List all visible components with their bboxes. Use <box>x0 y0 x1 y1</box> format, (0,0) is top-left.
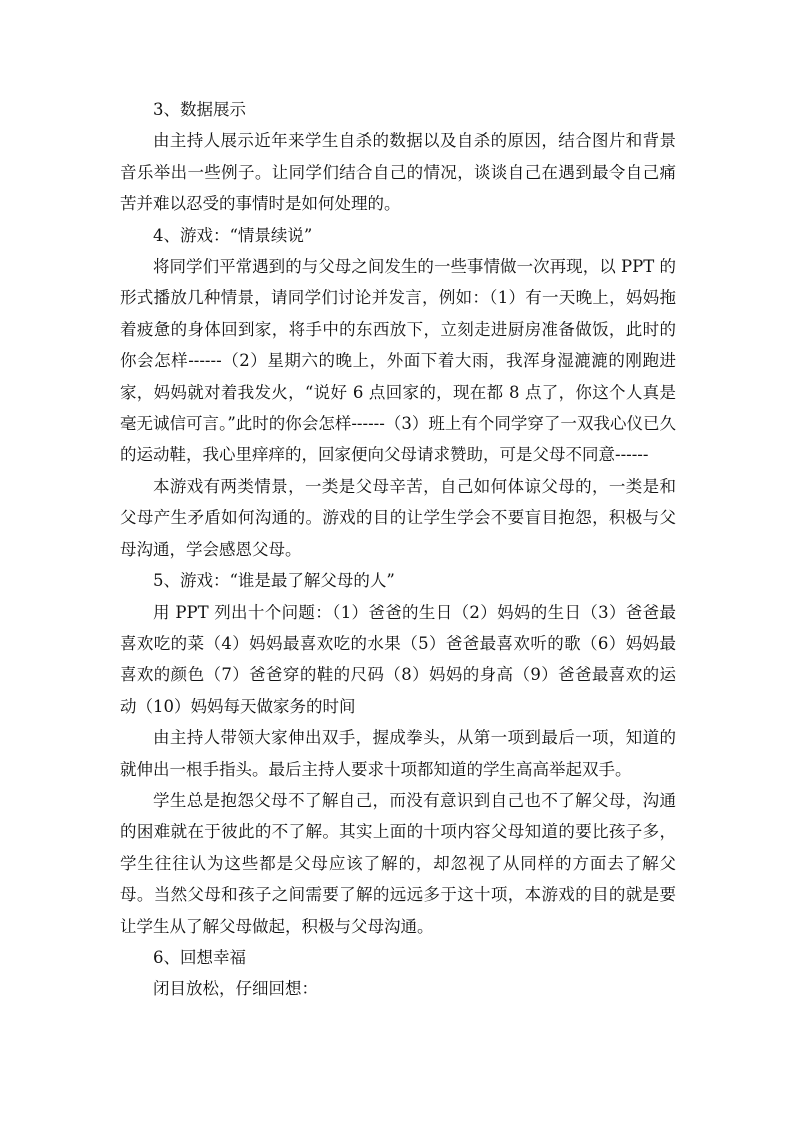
paragraph-recall-instruction: 闭目放松，仔细回想： <box>153 979 318 999</box>
section-heading-scenario-game: 4、游戏：“情景续说” <box>153 225 313 245</box>
paragraph-scenario-purpose: 本游戏有两类情景，一类是父母辛苦，自己如何体谅父母的，一类是和父母产生矛盾如何沟通的。游戏的目的让学生学会不要盲目抱怨，积极与父母沟通，学会感恩父母。 <box>120 476 676 559</box>
paragraph-data-display: 由主持人展示近年来学生自杀的数据以及自杀的原因，结合图片和背景音乐举出一些例子。让同学们结合自己的情况，谈谈自己在遇到最令自己痛苦并难以忍受的事情时是如何处理的。 <box>120 131 676 214</box>
paragraph-game-purpose: 学生总是抱怨父母不了解自己，而没有意识到自己也不了解父母，沟通的困难就在于彼此的不了解。其实上面的十项内容父母知道的要比孩子多，学生往往认为这些都是父母应该了解的，却忽视了从同样的方面去了解父母。当然父母和孩子之间需要了解的远远多于这十项，本游戏的目的就是要让学生从了解父母做起，积极与父母沟通。 <box>120 790 676 936</box>
section-heading-data-display: 3、数据展示 <box>153 100 246 119</box>
paragraph-game-procedure: 由主持人带领大家伸出双手，握成拳头，从第一项到最后一项，知道的就伸出一根手指头。最后主持人要求十项都知道的学生高高举起双手。 <box>120 728 676 779</box>
section-heading-recall-happiness: 6、回想幸福 <box>153 947 246 967</box>
paragraph-ten-questions: 用 PPT 列出十个问题：（1）爸爸的生日（2）妈妈的生日（3）爸爸最喜欢吃的菜（4）妈妈最喜欢吃的水果（5）爸爸最喜欢听的歌（6）妈妈最喜欢的颜色（7）爸爸穿的鞋的尺码（8）妈妈的身高（9）爸爸最喜欢的运动（10）妈妈每天做家务的时间 <box>120 602 676 716</box>
paragraph-scenario-examples: 将同学们平常遇到的与父母之间发生的一些事情做一次再现，以 PPT 的形式播放几种情景，请同学们讨论并发言，例如：（1）有一天晚上，妈妈拖着疲惫的身体回到家，将手中的东西放下，立刻走进厨房准备做饭，此时的你会怎样------（2）星期六的晚上，外面下着大雨，我浑身湿漉漉的刚跑进家，妈妈就对着我发火，“说好 6 点回家的，现在都 8 点了，你这个人真是毫无诚信可言。”此时的你会怎样------（3）班上有个同学穿了一双我心仪已久的运动鞋，我心里痒痒的，回家便向父母请求赞助，可是父母不同意------ <box>120 257 676 465</box>
document-body <box>120 94 676 1005</box>
section-heading-know-parents-game: 5、游戏：“谁是最了解父母的人” <box>153 571 395 591</box>
